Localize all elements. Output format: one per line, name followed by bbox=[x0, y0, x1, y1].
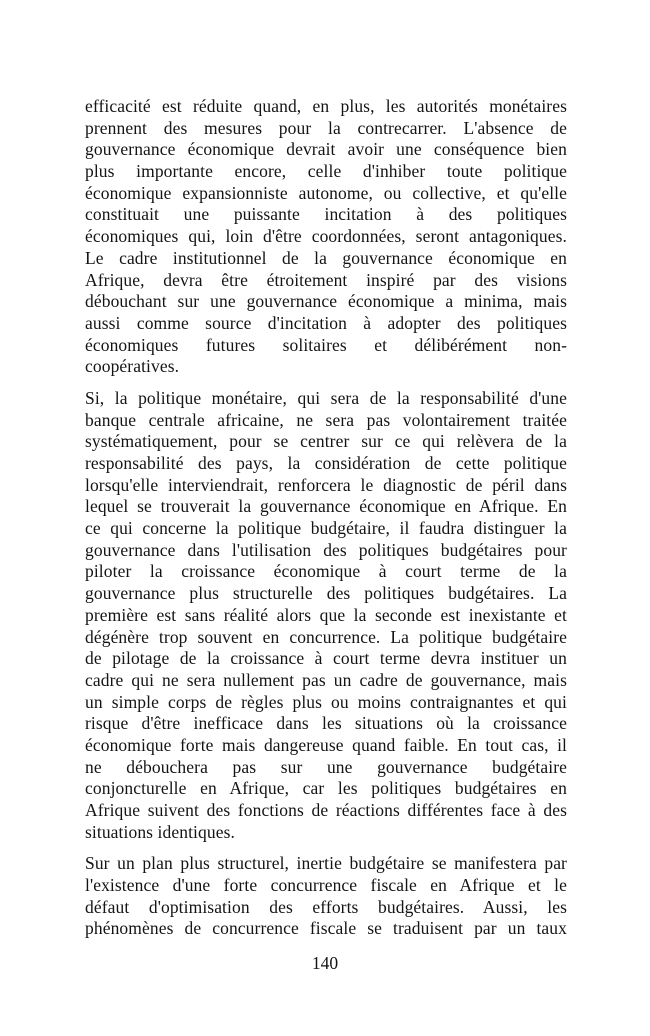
paragraph bbox=[85, 96, 567, 378]
text-line: ne débouchera pas sur une gouvernance budgétaire bbox=[85, 756, 567, 777]
text-line: Afrique suivent des fonctions de réactions différentes face à des bbox=[85, 800, 567, 820]
text-line: Le cadre institutionnel de la gouvernance économique en bbox=[85, 247, 567, 268]
text-line: de pilotage de la croissance à court terme devra instituer un bbox=[85, 648, 567, 669]
text-line: systématiquement, pour se centrer sur ce qui relèvera de la bbox=[85, 431, 567, 452]
text-line: plus importante encore, celle d'inhiber toute politique bbox=[85, 161, 567, 182]
page-number: 140 bbox=[311, 953, 339, 973]
text-line: un simple corps de règles plus ou moins contraignantes et qui bbox=[85, 691, 567, 712]
text-line: Afrique, devra être étroitement inspiré par des visions bbox=[85, 269, 567, 290]
text-line: gouvernance plus structurelle des politiques budgétaires. La bbox=[85, 583, 567, 604]
text-line: lequel se trouverait la gouvernance économique en Afrique. En bbox=[85, 496, 567, 517]
text-line: Sur un plan plus structurel, inertie budgétaire se manifestera par bbox=[85, 853, 567, 874]
text-line: risque d'être inefficace dans les situations où la croissance bbox=[85, 713, 567, 734]
text-line: constituait une puissante incitation à des politiques bbox=[85, 204, 567, 225]
text-line: Si, la politique monétaire, qui sera de la responsabilité d'une bbox=[85, 387, 567, 408]
text-line: première est sans réalité alors que la seconde est inexistante et bbox=[85, 604, 567, 625]
text-line: phénomènes de concurrence fiscale se traduisent par un taux bbox=[85, 918, 567, 939]
text-line: défaut d'optimisation des efforts budgétaires. Aussi, les bbox=[85, 896, 567, 917]
text-line: dégénère trop souvent en concurrence. La politique budgétaire bbox=[85, 626, 567, 647]
paragraph bbox=[85, 388, 567, 843]
text-line: responsabilité des pays, la considération de cette politique bbox=[85, 453, 567, 473]
text-line: gouvernance dans l'utilisation des politiques budgétaires pour bbox=[85, 539, 567, 560]
text-line: économique expansionniste autonome, ou collective, et qu'elle bbox=[85, 182, 567, 203]
text-line: cadre qui ne sera nullement pas un cadre de gouvernance, mais bbox=[85, 669, 567, 690]
text-line: gouvernance économique devrait avoir une conséquence bien bbox=[85, 139, 567, 160]
text-line: l'existence d'une forte concurrence fiscale en Afrique et le bbox=[85, 875, 567, 896]
text-line: débouchant sur une gouvernance économique a minima, mais bbox=[85, 291, 567, 312]
text-line: économiques qui, loin d'être coordonnées, seront antagoniques. bbox=[85, 226, 567, 247]
text-line: lorsqu'elle interviendrait, renforcera le diagnostic de péril dans bbox=[85, 474, 567, 495]
text-line: prennent des mesures pour la contrecarrer. L'absence de bbox=[85, 117, 567, 138]
paragraph bbox=[85, 853, 567, 940]
text-line: situations identiques. bbox=[85, 821, 235, 842]
text-line: aussi comme source d'incitation à adopter des politiques bbox=[85, 312, 567, 333]
text-line: coopératives. bbox=[85, 356, 180, 377]
text-line: économique forte mais dangereuse quand faible. En tout cas, il bbox=[85, 734, 567, 755]
text-line: efficacité est réduite quand, en plus, les autorités monétaires bbox=[85, 96, 567, 116]
text-line: conjoncturelle en Afrique, car les politiques budgétaires en bbox=[85, 778, 567, 799]
text-line: piloter la croissance économique à court terme de la bbox=[85, 561, 567, 582]
text-line: économiques futures solitaires et délibérément non- bbox=[85, 334, 567, 355]
text-line: banque centrale africaine, ne sera pas volontairement traitée bbox=[85, 409, 567, 430]
text-line: ce qui concerne la politique budgétaire, il faudra distinguer la bbox=[85, 518, 567, 539]
text-block bbox=[85, 96, 567, 940]
